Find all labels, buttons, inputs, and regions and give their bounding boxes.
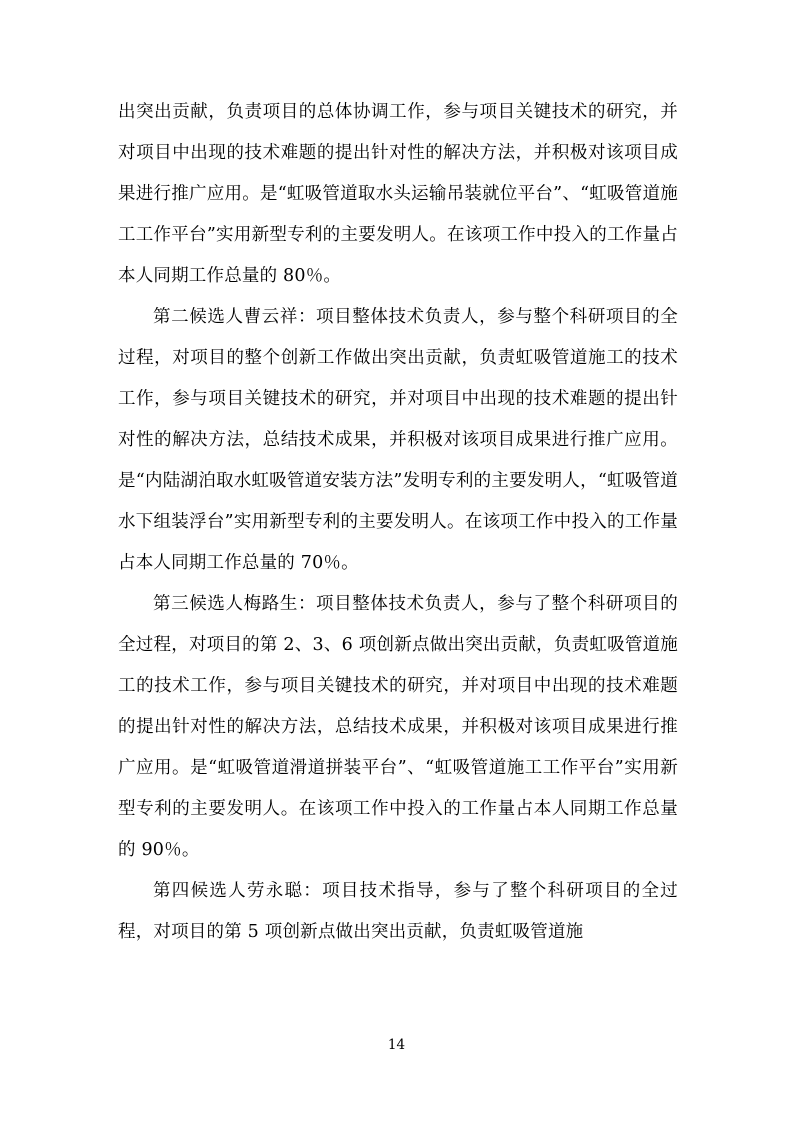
paragraph-2: 第二候选人曹云祥：项目整体技术负责人，参与整个科研项目的全过程，对项目的整个创新工作做出突出贡献，负责虹吸管道施工的技术工作，参与项目关键技术的研究，并对项目中出现的技术难题的提出针对性的解决方法，总结技术成果，并积极对该项目成果进行推广应用。是“内陆湖泊取水虹吸管道安装方法”发明专利的主要发明人，“虹吸管道水下组装浮台”实用新型专利的主要发明人。在该项工作中投入的工作量占本人同期工作总量的 70％。 xyxy=(118,307,678,573)
page-body xyxy=(118,92,678,953)
page-number: 14 xyxy=(387,1037,406,1053)
paragraph-1: 出突出贡献，负责项目的总体协调工作，参与项目关键技术的研究，并对项目中出现的技术难题的提出针对性的解决方法，并积极对该项目成果进行推广应用。是“虹吸管道取水头运输吊装就位平台”、“虹吸管道施工工作平台”实用新型专利的主要发明人。在该项工作中投入的工作量占本人同期工作总量的 80％。 xyxy=(118,102,678,286)
paragraph-4: 第四候选人劳永聪：项目技术指导，参与了整个科研项目的全过程，对项目的第 5 项创新点做出突出贡献，负责虹吸管道施 xyxy=(118,881,678,942)
paragraph-3: 第三候选人梅路生：项目整体技术负责人，参与了整个科研项目的全过程，对项目的第 2、3、6 项创新点做出突出贡献，负责虹吸管道施工的技术工作，参与项目关键技术的研究，并对项目中出现的技术难题的提出针对性的解决方法，总结技术成果，并积极对该项目成果进行推广应用。是“虹吸管道滑道拼装平台”、“虹吸管道施工工作平台”实用新型专利的主要发明人。在该项工作中投入的工作量占本人同期工作总量的 90％。 xyxy=(118,594,678,860)
